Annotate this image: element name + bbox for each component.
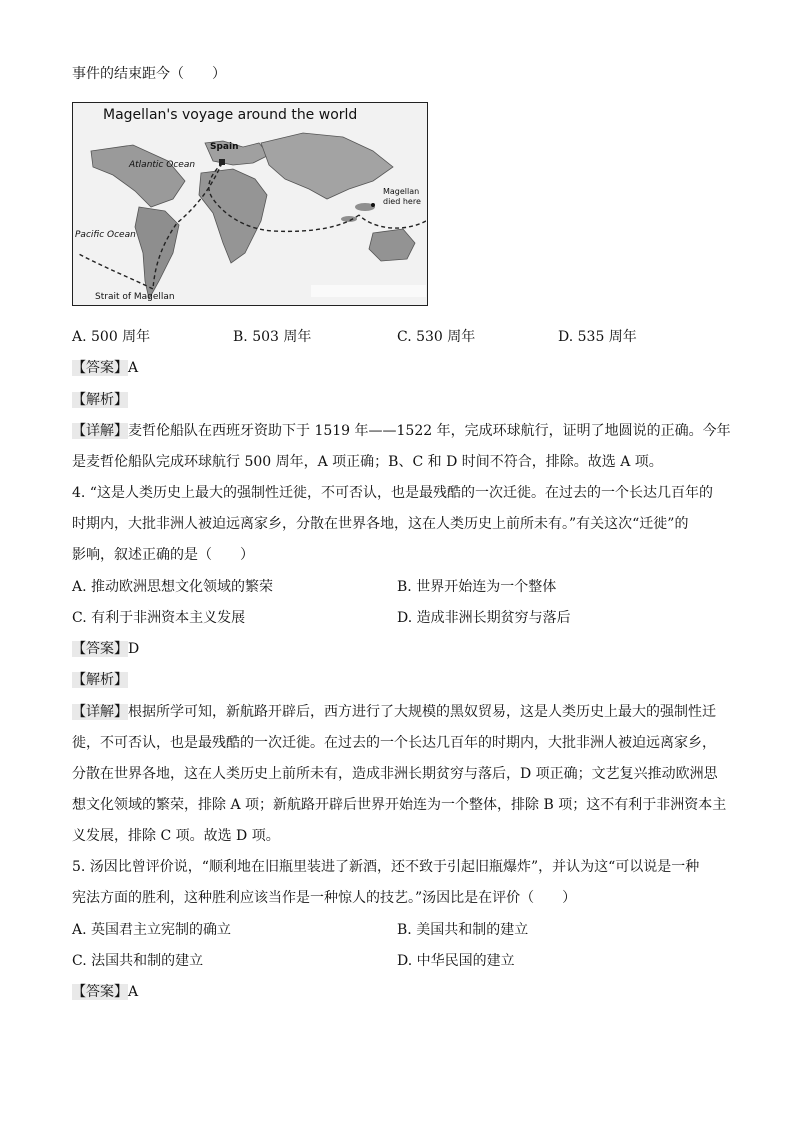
label-pacific-ocean: Pacific Ocean xyxy=(75,230,136,240)
q3-option-a: A. 500 周年 xyxy=(72,329,151,345)
q4-detail-line-3: 分散在世界各地，这在人类历史上前所未有，造成非洲长期贫穷与落后，D 项正确；文艺复兴推动欧洲思 xyxy=(72,766,718,782)
q4-stem-line-1: 4. “这是人类历史上最大的强制性迁徙，不可否认，也是最残酷的一次迁徙。在过去的一个长达几百年的 xyxy=(72,485,713,501)
label-spain: Spain xyxy=(210,142,239,152)
question-stem-tail: 事件的结束距今（ ） xyxy=(72,66,226,82)
q4-detail-line-5: 义发展，排除 C 项。故选 D 项。 xyxy=(72,828,280,844)
q4-option-c: C. 有利于非洲资本主义发展 xyxy=(72,610,246,626)
q5-stem-line-2: 宪法方面的胜利，这种胜利应该当作是一种惊人的技艺。”汤因比是在评价（ ） xyxy=(72,890,577,906)
q4-detail-line-2: 徙，不可否认，也是最残酷的一次迁徙。在过去的一个长达几百年的时期内，大批非洲人被迫远离家乡， xyxy=(72,735,716,751)
q4-option-b: B. 世界开始连为一个整体 xyxy=(397,579,557,595)
world-map-drawing xyxy=(73,103,426,304)
label-atlantic-ocean: Atlantic Ocean xyxy=(129,160,196,170)
q3-detail-line-1: 【详解】麦哲伦船队在西班牙资助下于 1519 年——1522 年，完成环球航行，证明了地圆说的正确。今年 xyxy=(72,423,731,439)
q4-analysis-tag: 【解析】 xyxy=(72,672,128,688)
q3-option-b: B. 503 周年 xyxy=(233,329,312,345)
q4-stem-line-2: 时期内，大批非洲人被迫远离家乡，分散在世界各地，这在人类历史上前所未有。”有关这次“迁徙”的 xyxy=(72,516,689,532)
q4-detail-line-1: 【详解】根据所学可知，新航路开辟后，西方进行了大规模的黑奴贸易，这是人类历史上最大的强制性迁 xyxy=(72,704,716,720)
label-magellan-died: Magellan died here xyxy=(383,187,421,206)
q5-option-d: D. 中华民国的建立 xyxy=(397,953,515,969)
death-site-marker xyxy=(371,203,375,207)
q3-detail-line-2: 是麦哲伦船队完成环球航行 500 周年，A 项正确；B、C 和 D 时间不符合，排除。故选 A 项。 xyxy=(72,454,663,470)
q4-option-d: D. 造成非洲长期贫穷与落后 xyxy=(397,610,571,626)
q3-answer: 【答案】A xyxy=(72,360,139,376)
q4-answer: 【答案】D xyxy=(72,641,140,657)
q4-stem-line-3: 影响，叙述正确的是（ ） xyxy=(72,547,254,563)
q3-analysis-tag: 【解析】 xyxy=(72,392,128,408)
label-strait: Strait of Magellan xyxy=(95,292,175,302)
q5-answer: 【答案】A xyxy=(72,984,139,1000)
q4-option-a: A. 推动欧洲思想文化领域的繁荣 xyxy=(72,579,274,595)
q5-option-a: A. 英国君主立宪制的确立 xyxy=(72,922,232,938)
q4-detail-line-4: 想文化领域的繁荣，排除 A 项；新航路开辟后世界开始连为一个整体，排除 B 项；这不有利于非洲资本主 xyxy=(72,797,727,813)
q5-stem-line-1: 5. 汤因比曾评价说，“顺利地在旧瓶里装进了新酒，还不致于引起旧瓶爆炸”，并认为这“可以说是一种 xyxy=(72,859,700,875)
map-title: Magellan's voyage around the world xyxy=(103,107,358,123)
q5-option-b: B. 美国共和制的建立 xyxy=(397,922,529,938)
q3-option-d: D. 535 周年 xyxy=(558,329,637,345)
q5-option-c: C. 法国共和制的建立 xyxy=(72,953,204,969)
voyage-map-image xyxy=(72,102,428,306)
q3-option-c: C. 530 周年 xyxy=(397,329,476,345)
